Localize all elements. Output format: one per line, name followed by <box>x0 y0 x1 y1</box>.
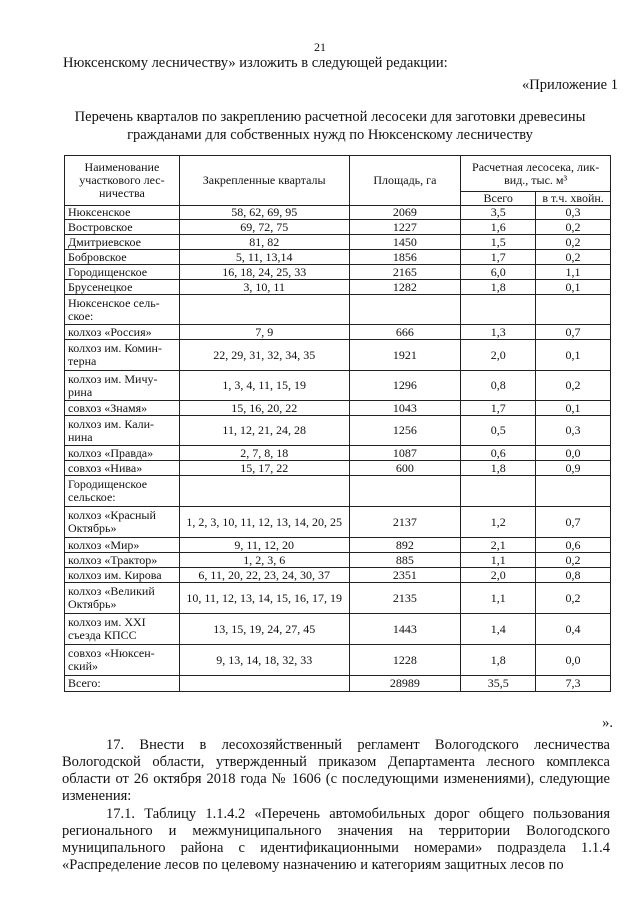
row-name-cell: Нюксенское <box>65 206 180 220</box>
header-cut: Расчетная лесосека, лик-вид., тыс. м³ <box>461 156 611 192</box>
row-conif-cell: 0,8 <box>536 568 611 583</box>
row-conif-cell: 0,3 <box>536 416 611 446</box>
row-total-cell: 1,1 <box>461 553 536 568</box>
row-quarters-cell: 6, 11, 20, 22, 23, 24, 30, 37 <box>179 568 349 583</box>
table-body <box>65 206 611 692</box>
row-area-cell: 1043 <box>349 401 461 416</box>
quarters-table <box>64 155 611 692</box>
row-conif-cell: 0,7 <box>536 325 611 340</box>
header-quarters: Закрепленные кварталы <box>179 156 349 206</box>
row-total-cell: 3,5 <box>461 206 536 220</box>
row-quarters-cell: 58, 62, 69, 95 <box>179 206 349 220</box>
table-row <box>65 325 611 340</box>
row-total-cell: 1,8 <box>461 280 536 295</box>
row-area-cell: 2165 <box>349 265 461 280</box>
row-total-cell: 1,7 <box>461 401 536 416</box>
row-total-cell: 0,8 <box>461 371 536 401</box>
row-area-cell: 2351 <box>349 568 461 583</box>
row-area-cell: 1450 <box>349 235 461 250</box>
row-name-cell: совхоз «Нива» <box>65 461 180 476</box>
header-conif: в т.ч. хвойн. <box>536 192 611 206</box>
row-name-cell: Нюксенское сель-ское: <box>65 295 180 325</box>
row-name-cell: Востровское <box>65 220 180 235</box>
row-total-cell: 0,5 <box>461 416 536 446</box>
row-name-cell: колхоз им. Кирова <box>65 568 180 583</box>
document-title: Перечень кварталов по закреплению расчетной лесосеки для заготовки древесины гражданами для собственных нужд по Нюксенскому лесничеству <box>74 109 586 143</box>
row-total-cell: 0,6 <box>461 446 536 461</box>
row-quarters-cell: 9, 11, 12, 20 <box>179 538 349 553</box>
page-number: 21 <box>314 40 326 54</box>
row-quarters-cell: 15, 16, 20, 22 <box>179 401 349 416</box>
row-quarters-cell: 5, 11, 13,14 <box>179 250 349 265</box>
row-area-cell: 2069 <box>349 206 461 220</box>
row-quarters-cell: 3, 10, 11 <box>179 280 349 295</box>
row-name-cell: Брусенецкое <box>65 280 180 295</box>
header-name: Наименование участкового лес-ничества <box>65 156 180 206</box>
row-quarters-cell: 16, 18, 24, 25, 33 <box>179 265 349 280</box>
row-area-cell <box>349 295 461 325</box>
row-quarters-cell: 1, 2, 3, 6 <box>179 553 349 568</box>
row-name-cell: Городищенское <box>65 265 180 280</box>
row-name-cell: Всего: <box>65 676 180 692</box>
row-conif-cell: 0,4 <box>536 614 611 645</box>
row-total-cell: 35,5 <box>461 676 536 692</box>
table-row <box>65 220 611 235</box>
row-name-cell: колхоз им. Мичу-рина <box>65 371 180 401</box>
row-quarters-cell: 2, 7, 8, 18 <box>179 446 349 461</box>
paragraph-17-1: 17.1. Таблицу 1.1.4.2 «Перечень автомобильных дорог общего пользования регионального и межмуниципального значения на территории Вологодского муниципального района с идентификационными номерами» подраздела 1.1.4 «Распределение лесов по целевому назначению и категориям защитных лесов по <box>62 806 610 873</box>
row-conif-cell: 1,1 <box>536 265 611 280</box>
row-quarters-cell: 7, 9 <box>179 325 349 340</box>
row-area-cell: 1856 <box>349 250 461 265</box>
row-conif-cell: 0,3 <box>536 206 611 220</box>
table-row <box>65 614 611 645</box>
table-row <box>65 553 611 568</box>
row-conif-cell: 0,2 <box>536 250 611 265</box>
table-row <box>65 568 611 583</box>
row-name-cell: колхоз «Красный Октябрь» <box>65 507 180 538</box>
row-quarters-cell: 22, 29, 31, 32, 34, 35 <box>179 340 349 371</box>
row-total-cell: 1,6 <box>461 220 536 235</box>
row-total-cell <box>461 295 536 325</box>
row-area-cell: 600 <box>349 461 461 476</box>
row-area-cell <box>349 476 461 507</box>
row-conif-cell: 0,1 <box>536 340 611 371</box>
row-total-cell: 1,1 <box>461 583 536 614</box>
row-area-cell: 2135 <box>349 583 461 614</box>
table-row <box>65 401 611 416</box>
row-name-cell: колхоз «Правда» <box>65 446 180 461</box>
row-area-cell: 1296 <box>349 371 461 401</box>
row-conif-cell: 0,6 <box>536 538 611 553</box>
row-name-cell: совхоз «Нюксен-ский» <box>65 645 180 676</box>
row-conif-cell: 0,7 <box>536 507 611 538</box>
row-name-cell: колхоз «Трактор» <box>65 553 180 568</box>
row-conif-cell: 0,2 <box>536 553 611 568</box>
annex-label: «Приложение 1 <box>522 77 618 93</box>
row-total-cell: 1,5 <box>461 235 536 250</box>
table-row <box>65 280 611 295</box>
row-total-cell: 1,8 <box>461 645 536 676</box>
row-quarters-cell: 11, 12, 21, 24, 28 <box>179 416 349 446</box>
table-row <box>65 645 611 676</box>
row-conif-cell: 0,9 <box>536 461 611 476</box>
row-name-cell: колхоз им. Комин-терна <box>65 340 180 371</box>
row-name-cell: колхоз «Великий Октябрь» <box>65 583 180 614</box>
row-total-cell: 6,0 <box>461 265 536 280</box>
row-area-cell: 1087 <box>349 446 461 461</box>
row-quarters-cell: 10, 11, 12, 13, 14, 15, 16, 17, 19 <box>179 583 349 614</box>
row-quarters-cell: 13, 15, 19, 24, 27, 45 <box>179 614 349 645</box>
table-row <box>65 446 611 461</box>
row-quarters-cell: 69, 72, 75 <box>179 220 349 235</box>
row-area-cell: 28989 <box>349 676 461 692</box>
table-row <box>65 206 611 220</box>
row-conif-cell: 0,1 <box>536 401 611 416</box>
row-name-cell: колхоз «Россия» <box>65 325 180 340</box>
row-total-cell: 1,4 <box>461 614 536 645</box>
table-row <box>65 583 611 614</box>
row-quarters-cell: 81, 82 <box>179 235 349 250</box>
row-conif-cell <box>536 476 611 507</box>
row-name-cell: колхоз им. Кали-нина <box>65 416 180 446</box>
row-area-cell: 1921 <box>349 340 461 371</box>
row-name-cell: Бобровское <box>65 250 180 265</box>
table-row <box>65 250 611 265</box>
row-total-cell: 1,8 <box>461 461 536 476</box>
row-quarters-cell <box>179 295 349 325</box>
table-row <box>65 416 611 446</box>
row-total-cell: 2,1 <box>461 538 536 553</box>
row-area-cell: 1282 <box>349 280 461 295</box>
row-name-cell: колхоз им. XXI съезда КПСС <box>65 614 180 645</box>
row-total-cell: 1,2 <box>461 507 536 538</box>
row-area-cell: 1443 <box>349 614 461 645</box>
row-quarters-cell <box>179 476 349 507</box>
table-row <box>65 676 611 692</box>
row-area-cell: 1256 <box>349 416 461 446</box>
row-conif-cell: 0,2 <box>536 235 611 250</box>
row-conif-cell: 7,3 <box>536 676 611 692</box>
intro-line: Нюксенскому лесничеству» изложить в следующей редакции: <box>63 55 448 71</box>
header-total: Всего <box>461 192 536 206</box>
header-area: Площадь, га <box>349 156 461 206</box>
row-conif-cell: 0,0 <box>536 446 611 461</box>
table-row <box>65 295 611 325</box>
row-quarters-cell: 9, 13, 14, 18, 32, 33 <box>179 645 349 676</box>
row-area-cell: 892 <box>349 538 461 553</box>
table-row <box>65 538 611 553</box>
row-conif-cell <box>536 295 611 325</box>
row-name-cell: колхоз «Мир» <box>65 538 180 553</box>
paragraph-17: 17. Внести в лесохозяйственный регламент Вологодского лесничества Вологодской области, утвержденный приказом Департамента лесного комплекса области от 26 октября 2018 года № 1606 (с последующими изменениями), следующие изменения: <box>62 737 610 804</box>
row-area-cell: 666 <box>349 325 461 340</box>
row-conif-cell: 0,1 <box>536 280 611 295</box>
table-row <box>65 371 611 401</box>
row-total-cell: 2,0 <box>461 340 536 371</box>
row-name-cell: совхоз «Знамя» <box>65 401 180 416</box>
row-conif-cell: 0,2 <box>536 371 611 401</box>
row-conif-cell: 0,0 <box>536 645 611 676</box>
row-quarters-cell: 15, 17, 22 <box>179 461 349 476</box>
row-quarters-cell <box>179 676 349 692</box>
row-total-cell: 1,7 <box>461 250 536 265</box>
row-conif-cell: 0,2 <box>536 220 611 235</box>
row-total-cell: 1,3 <box>461 325 536 340</box>
table-row <box>65 507 611 538</box>
close-quote: ». <box>602 715 613 731</box>
row-total-cell <box>461 476 536 507</box>
row-area-cell: 2137 <box>349 507 461 538</box>
table-row <box>65 476 611 507</box>
row-quarters-cell: 1, 2, 3, 10, 11, 12, 13, 14, 20, 25 <box>179 507 349 538</box>
row-quarters-cell: 1, 3, 4, 11, 15, 19 <box>179 371 349 401</box>
row-name-cell: Городищенское сельское: <box>65 476 180 507</box>
row-area-cell: 1227 <box>349 220 461 235</box>
table-row <box>65 265 611 280</box>
row-name-cell: Дмитриевское <box>65 235 180 250</box>
row-area-cell: 1228 <box>349 645 461 676</box>
row-conif-cell: 0,2 <box>536 583 611 614</box>
table-row <box>65 235 611 250</box>
table-row <box>65 461 611 476</box>
row-area-cell: 885 <box>349 553 461 568</box>
row-total-cell: 2,0 <box>461 568 536 583</box>
table-row <box>65 340 611 371</box>
